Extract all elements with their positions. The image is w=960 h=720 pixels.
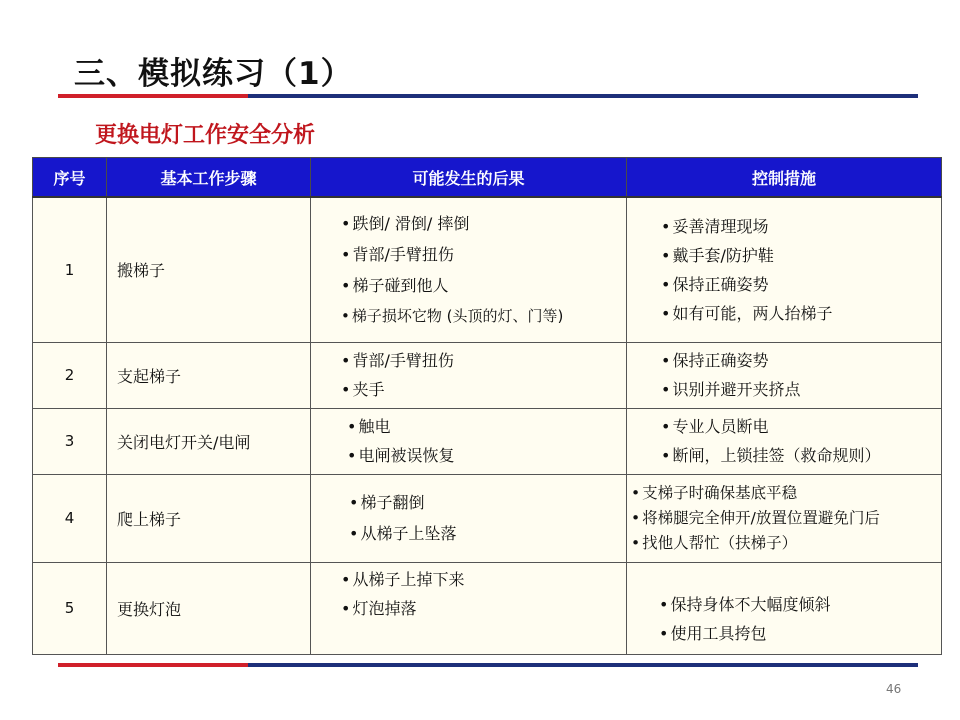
control-item: • 保持身体不大幅度倾斜 xyxy=(659,590,941,619)
control-item: • 保持正确姿势 xyxy=(661,346,941,375)
row-consequences xyxy=(311,562,627,654)
table-row xyxy=(33,474,942,562)
consequence-item: • 从梯子上掉下来 xyxy=(341,565,626,594)
safety-analysis-table xyxy=(32,157,942,655)
consequence-item: • 背部/手臂扭伤 xyxy=(341,346,626,375)
table-header-row xyxy=(33,158,942,198)
row-step: 支起梯子 xyxy=(107,342,311,408)
row-consequences xyxy=(311,408,627,474)
control-item: • 使用工具挎包 xyxy=(659,619,941,648)
row-step: 关闭电灯开关/电闸 xyxy=(107,408,311,474)
row-step: 搬梯子 xyxy=(107,197,311,342)
row-controls xyxy=(627,562,942,654)
consequence-item: • 夹手 xyxy=(341,375,626,404)
header-controls: 控制措施 xyxy=(627,158,942,198)
control-item: • 戴手套/防护鞋 xyxy=(661,241,941,270)
table-row xyxy=(33,408,942,474)
control-item: • 将梯腿完全伸开/放置位置避免门后 xyxy=(631,506,941,531)
title-underline-red xyxy=(58,94,248,98)
control-item: • 支梯子时确保基底平稳 xyxy=(631,481,941,506)
table-row xyxy=(33,197,942,342)
table-row xyxy=(33,342,942,408)
header-consequences: 可能发生的后果 xyxy=(311,158,627,198)
consequence-item: • 触电 xyxy=(347,412,626,441)
control-item: • 断闸，上锁挂签（救命规则） xyxy=(661,441,941,470)
row-controls xyxy=(627,342,942,408)
row-num: 2 xyxy=(33,342,107,408)
footer-rule-red xyxy=(58,663,248,667)
slide-title: 三、模拟练习（1） xyxy=(74,56,353,92)
control-item: • 保持正确姿势 xyxy=(661,270,941,299)
row-controls xyxy=(627,408,942,474)
title-underline-navy xyxy=(248,94,918,98)
table-row xyxy=(33,562,942,654)
header-num: 序号 xyxy=(33,158,107,198)
row-num: 4 xyxy=(33,474,107,562)
consequence-item: • 背部/手臂扭伤 xyxy=(341,239,626,270)
consequence-item: • 电闸被误恢复 xyxy=(347,441,626,470)
row-step: 更换灯泡 xyxy=(107,562,311,654)
row-consequences xyxy=(311,474,627,562)
control-item: • 妥善清理现场 xyxy=(661,212,941,241)
control-item: • 识别并避开夹挤点 xyxy=(661,375,941,404)
consequence-item: • 梯子翻倒 xyxy=(349,487,626,518)
control-item: • 找他人帮忙（扶梯子） xyxy=(631,531,941,556)
title-underline xyxy=(58,94,918,98)
row-consequences xyxy=(311,197,627,342)
row-consequences xyxy=(311,342,627,408)
row-step: 爬上梯子 xyxy=(107,474,311,562)
row-num: 3 xyxy=(33,408,107,474)
page-number: 46 xyxy=(886,682,902,696)
consequence-item: • 梯子损坏它物 (头顶的灯、门等) xyxy=(341,301,626,332)
footer-rule-navy xyxy=(248,663,918,667)
footer-rule xyxy=(58,663,918,667)
row-controls xyxy=(627,474,942,562)
slide-subtitle: 更换电灯工作安全分析 xyxy=(95,123,316,148)
row-num: 1 xyxy=(33,197,107,342)
control-item: • 专业人员断电 xyxy=(661,412,941,441)
consequence-item: • 灯泡掉落 xyxy=(341,594,626,623)
consequence-item: • 梯子碰到他人 xyxy=(341,270,626,301)
row-num: 5 xyxy=(33,562,107,654)
consequence-item: • 跌倒/ 滑倒/ 摔倒 xyxy=(341,208,626,239)
control-item: • 如有可能，两人抬梯子 xyxy=(661,299,941,328)
consequence-item: • 从梯子上坠落 xyxy=(349,518,626,549)
row-controls xyxy=(627,197,942,342)
header-step: 基本工作步骤 xyxy=(107,158,311,198)
